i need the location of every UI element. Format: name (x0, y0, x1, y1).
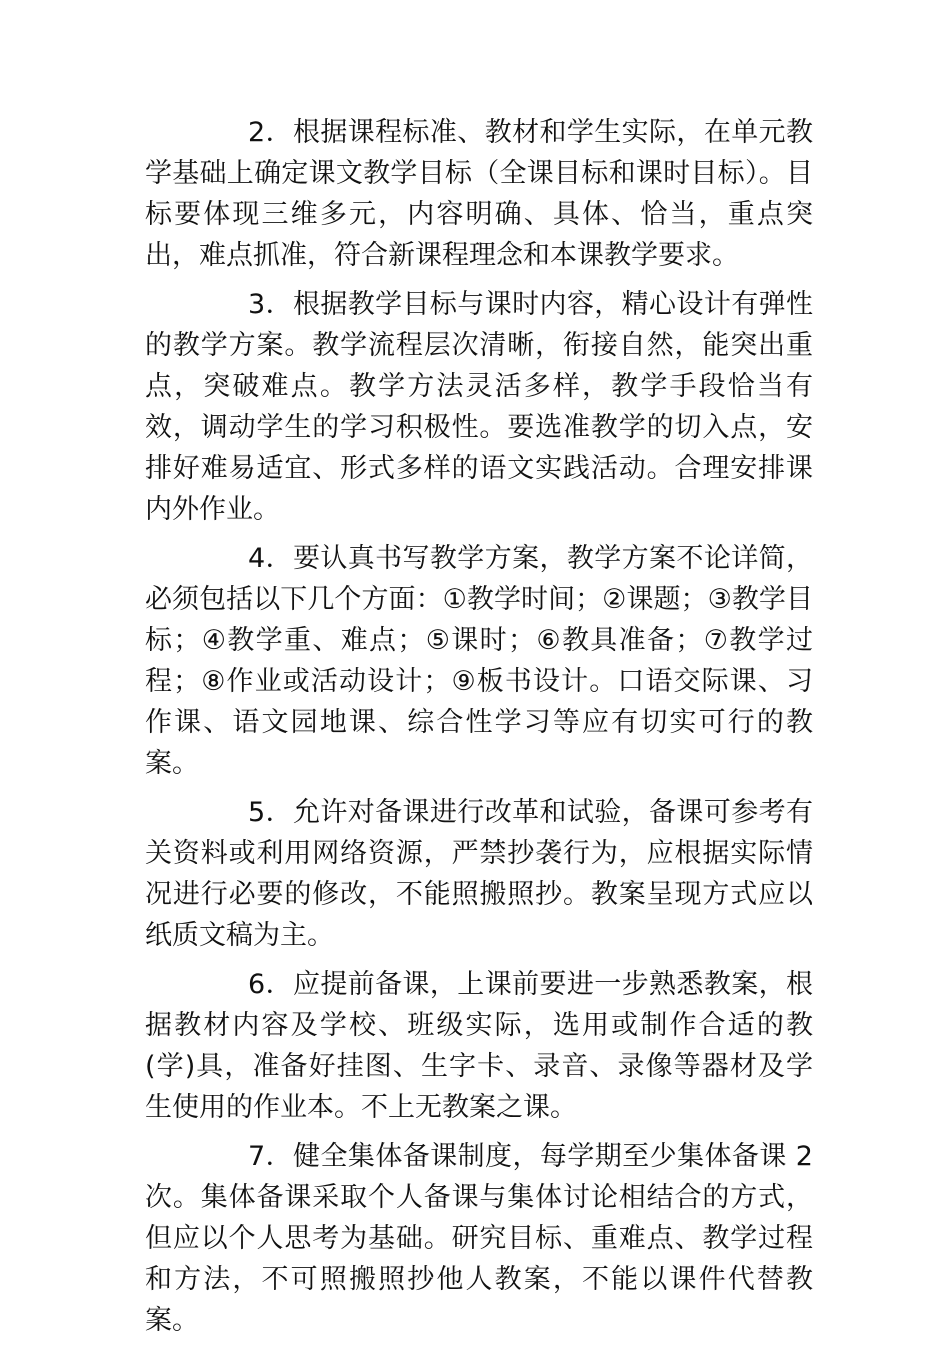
paragraph-item-6: 6．应提前备课，上课前要进一步熟悉教案，根据教材内容及学校、班级实际，选用或制作合适的教(学)具，准备好挂图、生字卡、录音、录像等器材及学生使用的作业本。不上无教案之课。 (145, 969, 813, 1123)
document-body (145, 112, 813, 1349)
paragraph-item-3: 3．根据教学目标与课时内容，精心设计有弹性的教学方案。教学流程层次清晰，衔接自然，能突出重点，突破难点。教学方法灵活多样，教学手段恰当有效，调动学生的学习积极性。要选准教学的切入点，安排好难易适宜、形式多样的语文实践活动。合理安排课内外作业。 (145, 289, 813, 525)
paragraph-item-2: 2．根据课程标准、教材和学生实际，在单元教学基础上确定课文教学目标（全课目标和课时目标）。目标要体现三维多元，内容明确、具体、恰当，重点突出，难点抓准，符合新课程理念和本课教学要求。 (145, 117, 813, 271)
paragraph-item-7: 7．健全集体备课制度，每学期至少集体备课 2 次。集体备课采取个人备课与集体讨论相结合的方式，但应以个人思考为基础。研究目标、重难点、教学过程和方法，不可照搬照抄他人教案，不能以课件代替教案。 (145, 1141, 813, 1336)
paragraph-item-5: 5．允许对备课进行改革和试验，备课可参考有关资料或利用网络资源，严禁抄袭行为，应根据实际情况进行必要的修改，不能照搬照抄。教案呈现方式应以纸质文稿为主。 (145, 797, 813, 951)
paragraph-item-4: 4．要认真书写教学方案，教学方案不论详简，必须包括以下几个方面：①教学时间；②课题；③教学目标；④教学重、难点；⑤课时；⑥教具准备；⑦教学过程；⑧作业或活动设计；⑨板书设计。口语交际课、习作课、语文园地课、综合性学习等应有切实可行的教案。 (145, 543, 813, 779)
